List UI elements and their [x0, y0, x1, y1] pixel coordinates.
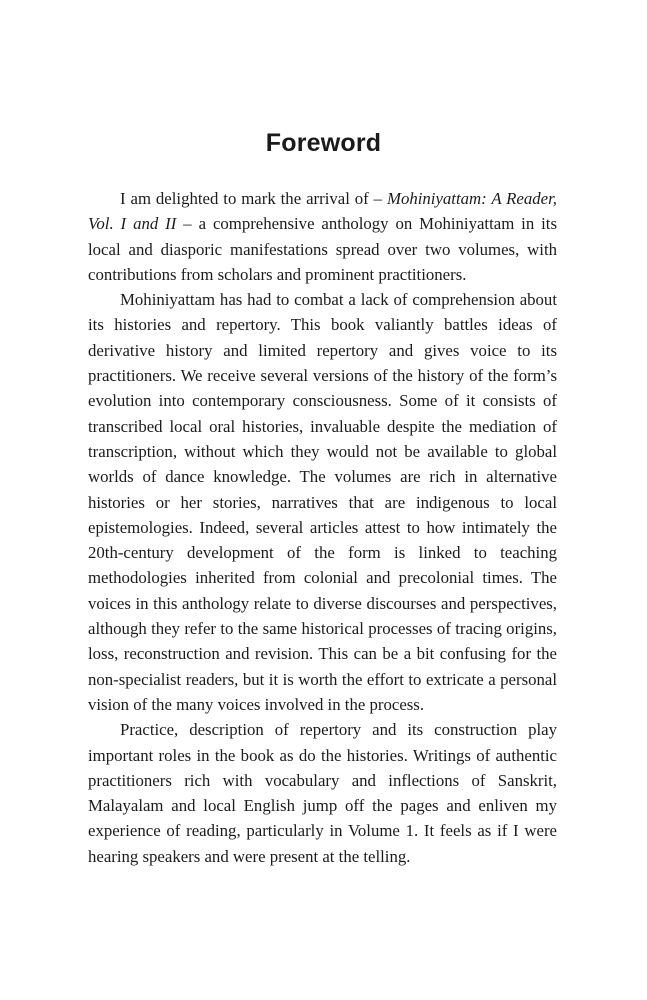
text-run: I am delighted to mark the arrival of –: [120, 189, 387, 208]
text-run: Practice, description of repertory and its construction play important roles in the book as do the histories. Writings of authentic practitioners rich with vocabulary and inflections of Sanskrit, Malayalam and local English jump off the pages and enliven my experience of reading, particularly in Volume 1. It feels as if I were hearing speakers and were present at the telling.: [88, 720, 557, 866]
book-page: [0, 131, 647, 1000]
paragraph: [88, 717, 557, 869]
paragraph: [88, 287, 557, 717]
text-run: Mohiniyattam has had to combat a lack of comprehension about its histories and repertory. This book valiantly battles ideas of derivative history and limited repertory and gives voice to its practitioners. We receive several versions of the history of the form’s evolution into contemporary consciousness. Some of it consists of transcribed local oral histories, invaluable despite the mediation of transcription, without which they would not be available to global worlds of dance knowledge. The volumes are rich in alternative histories or her stories, narratives that are indigenous to local epistemologies. Indeed, several articles attest to how intimately the 20th-century development of the form is linked to teaching methodologies inherited from colonial and precolonial times. The voices in this anthology relate to diverse discourses and perspectives, although they refer to the same historical processes of tracing origins, loss, reconstruction and revision. This can be a bit confusing for the non-specialist readers, but it is worth the effort to extricate a personal vision of the many voices involved in the process.: [88, 290, 557, 714]
page-title: Foreword: [265, 129, 382, 157]
body-text: [88, 186, 557, 869]
paragraph: [88, 186, 557, 287]
text-run: – a comprehensive anthology on Mohiniyattam in its local and diasporic manifestations spread over two volumes, with contributions from scholars and prominent practitioners.: [88, 214, 557, 284]
italic-book-title: Mohiniyattam: A Reader, Vol. I and II: [88, 189, 557, 234]
